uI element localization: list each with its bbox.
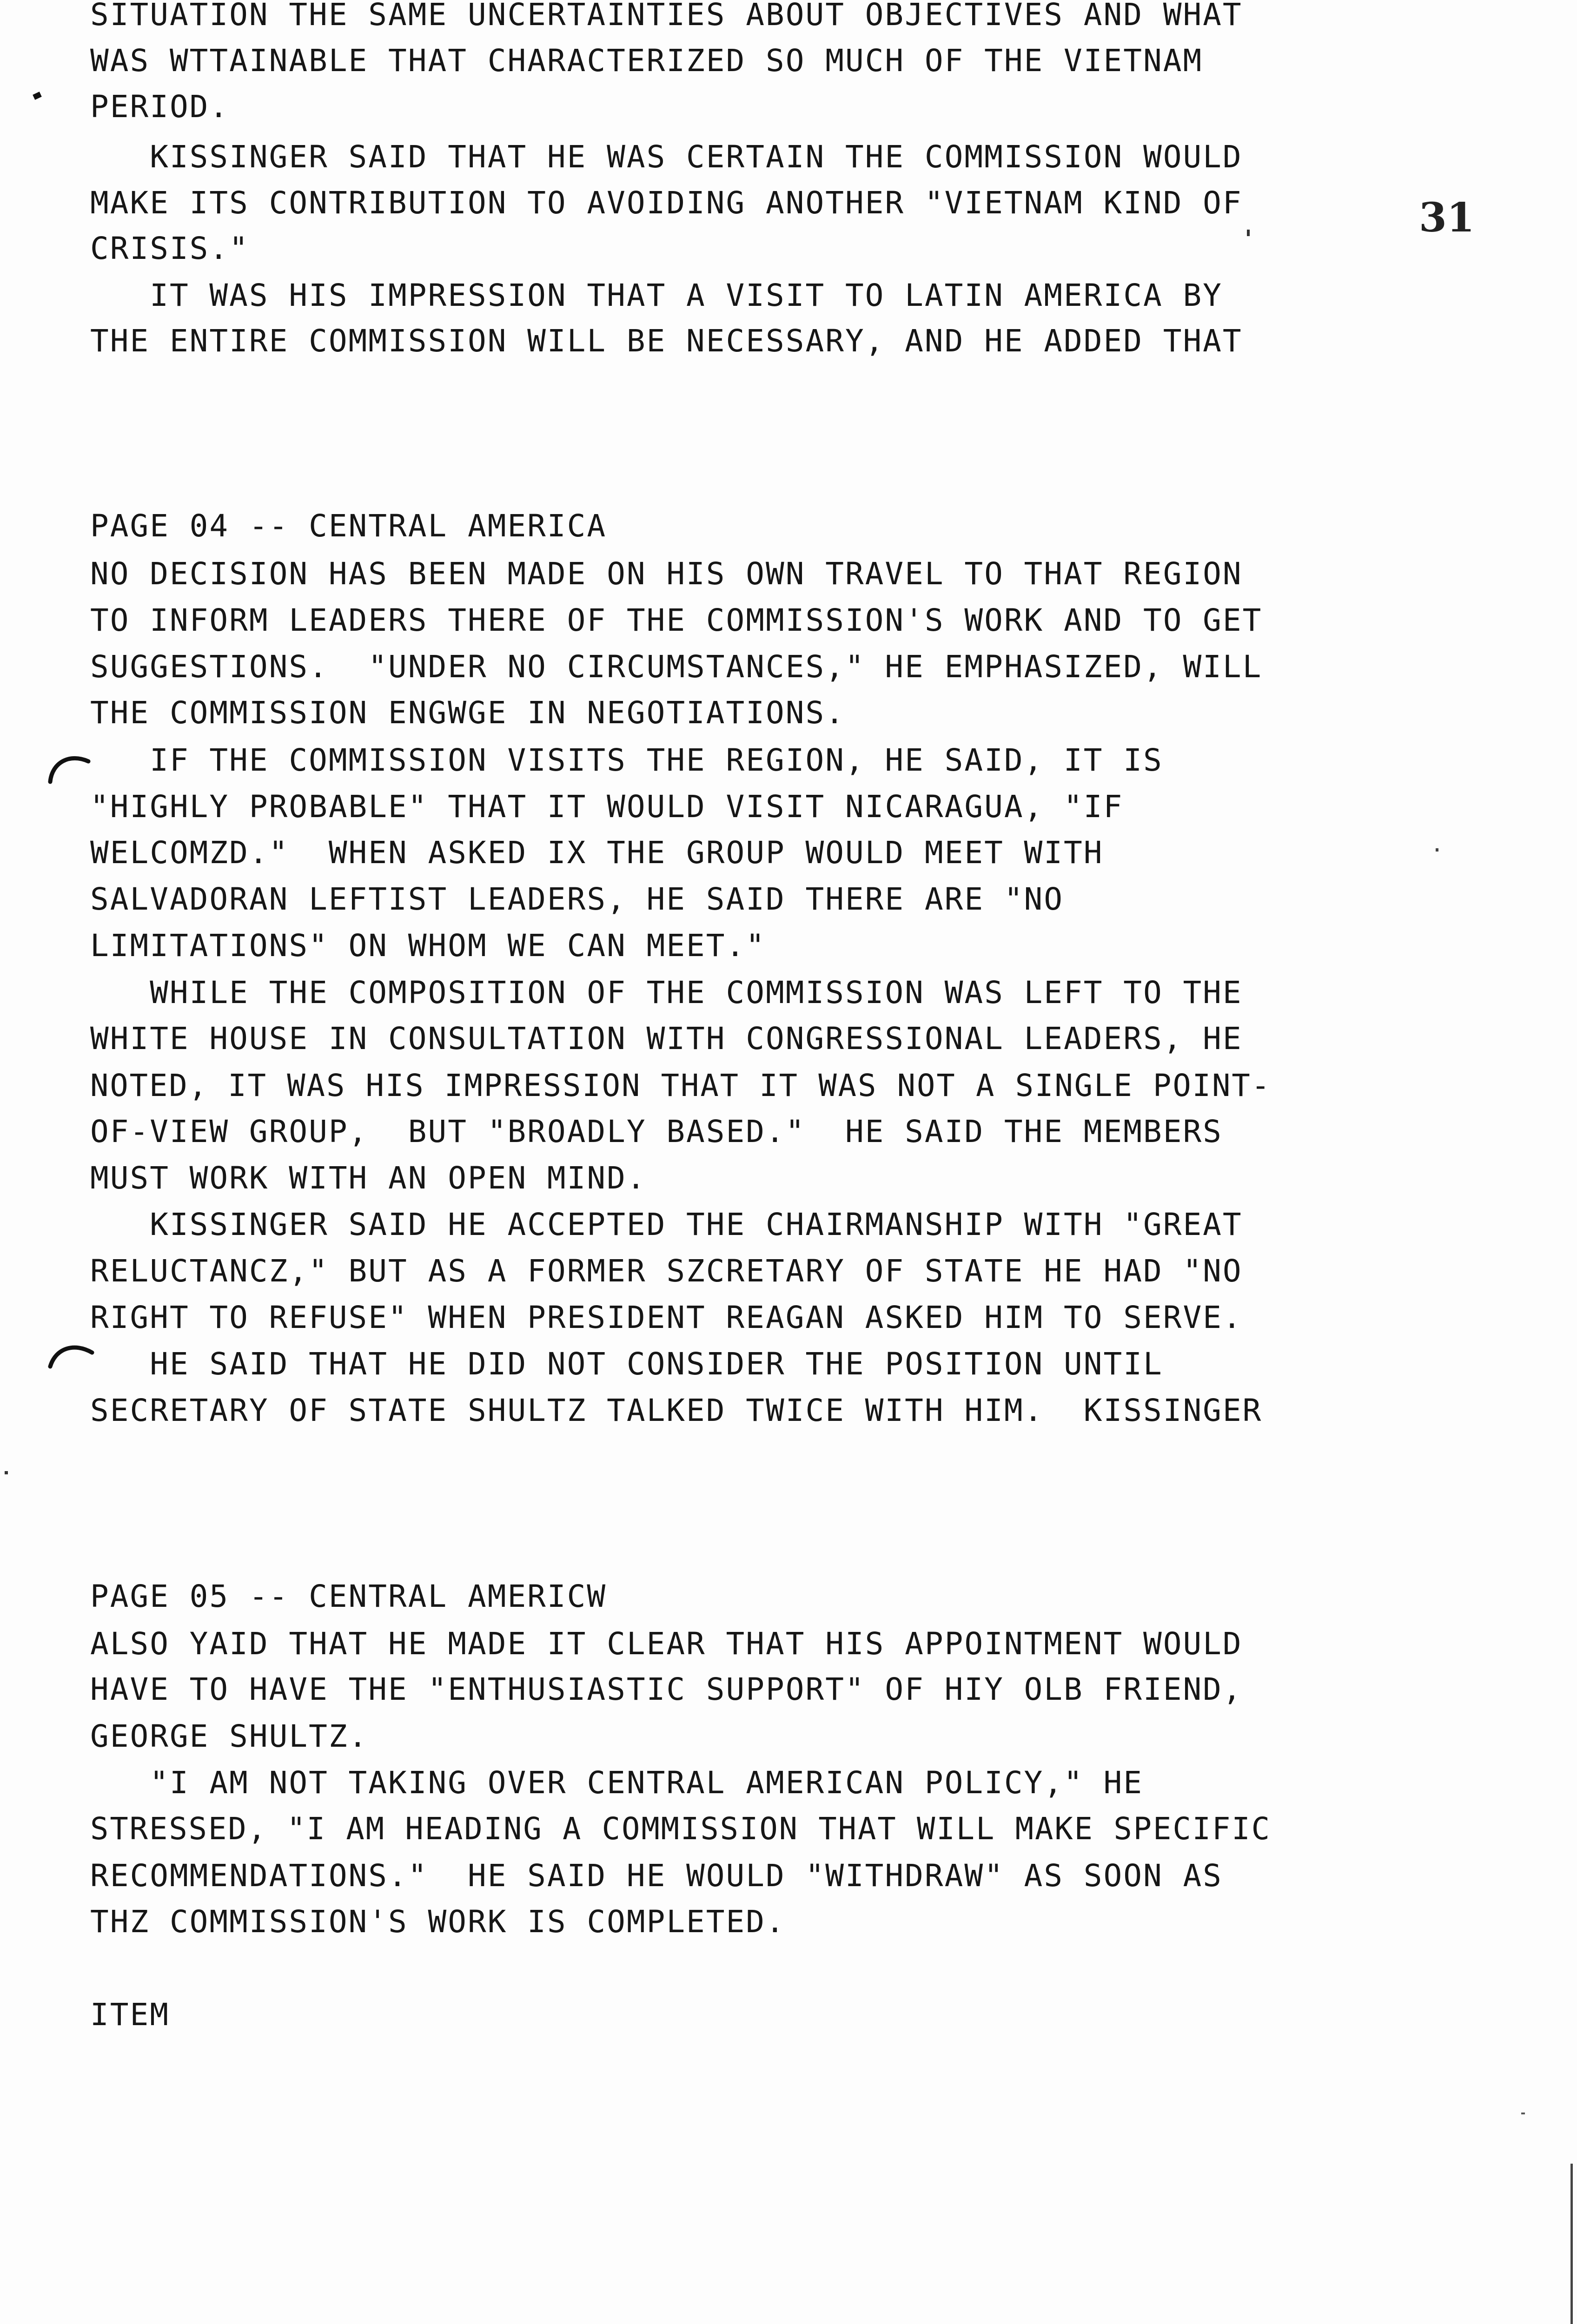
- text-line: KISSINGER SAID HE ACCEPTED THE CHAIRMANSHIP WITH "GREAT: [90, 1207, 1243, 1242]
- text-line: RIGHT TO REFUSE" WHEN PRESIDENT REAGAN ASKED HIM TO SERVE.: [90, 1300, 1243, 1335]
- text-line: ALSO YAID THAT HE MADE IT CLEAR THAT HIS APPOINTMENT WOULD: [90, 1626, 1243, 1662]
- text-line: "HIGHLY PROBABLE" THAT IT WOULD VISIT NICARAGUA, "IF: [90, 789, 1124, 825]
- text-line: RELUCTANCZ," BUT AS A FORMER SZCRETARY OF STATE HE HAD "NO: [90, 1253, 1243, 1289]
- text-line: WELCOMZD." WHEN ASKED IX THE GROUP WOULD MEET WITH: [90, 835, 1104, 871]
- text-line: GEORGE SHULTZ.: [90, 1718, 369, 1754]
- text-line: HAVE TO HAVE THE "ENTHUSIASTIC SUPPORT" OF HIY OLB FRIEND,: [90, 1671, 1243, 1707]
- text-line: CRISIS.": [90, 231, 249, 266]
- speck-mark: [1247, 230, 1250, 236]
- paragraph-arc-mark: [46, 748, 93, 786]
- text-line: STRESSED, "I AM HEADING A COMMISSION THAT WILL MAKE SPECIFIC: [90, 1811, 1272, 1847]
- text-line: PERIOD.: [90, 89, 230, 125]
- text-line: OF-VIEW GROUP, BUT "BROADLY BASED." HE SAID THE MEMBERS: [90, 1114, 1223, 1149]
- margin-mark: [1570, 2164, 1573, 2324]
- page-heading: PAGE 05 -- CENTRAL AMERICW: [90, 1578, 607, 1614]
- text-line: "I AM NOT TAKING OVER CENTRAL AMERICAN POLICY," HE: [90, 1765, 1143, 1801]
- text-line: NO DECISION HAS BEEN MADE ON HIS OWN TRAVEL TO THAT REGION: [90, 556, 1243, 592]
- text-line: KISSINGER SAID THAT HE WAS CERTAIN THE COMMISSION WOULD: [90, 139, 1243, 175]
- text-line: SALVADORAN LEFTIST LEADERS, HE SAID THERE ARE "NO: [90, 881, 1064, 917]
- text-line: MUST WORK WITH AN OPEN MIND.: [90, 1160, 647, 1196]
- speck-mark: [1436, 848, 1438, 852]
- text-line: IT WAS HIS IMPRESSION THAT A VISIT TO LATIN AMERICA BY: [90, 277, 1223, 313]
- text-line: WHILE THE COMPOSITION OF THE COMMISSION WAS LEFT TO THE: [90, 975, 1243, 1010]
- text-line: WHITE HOUSE IN CONSULTATION WITH CONGRESSIONAL LEADERS, HE: [90, 1021, 1243, 1056]
- text-line: SECRETARY OF STATE SHULTZ TALKED TWICE WITH HIM. KISSINGER: [90, 1393, 1263, 1428]
- text-line: THZ COMMISSION'S WORK IS COMPLETED.: [90, 1904, 786, 1940]
- text-line: RECOMMENDATIONS." HE SAID HE WOULD "WITHDRAW" AS SOON AS: [90, 1858, 1223, 1894]
- text-line: NOTED, IT WAS HIS IMPRESSION THAT IT WAS NOT A SINGLE POINT-: [90, 1068, 1272, 1103]
- text-line: IF THE COMMISSION VISITS THE REGION, HE SAID, IT IS: [90, 742, 1163, 778]
- text-line: TO INFORM LEADERS THERE OF THE COMMISSION'S WORK AND TO GET: [90, 602, 1263, 638]
- text-line: SITUATION THE SAME UNCERTAINTIES ABOUT OBJECTIVES AND WHAT: [90, 0, 1243, 33]
- text-line: MAKE ITS CONTRIBUTION TO AVOIDING ANOTHER "VIETNAM KIND OF: [90, 185, 1243, 221]
- text-line: ITEM: [90, 1997, 170, 2033]
- paragraph-arc-mark: [46, 1339, 98, 1371]
- text-line: SUGGESTIONS. "UNDER NO CIRCUMSTANCES," HE EMPHASIZED, WILL: [90, 649, 1263, 685]
- text-line: THE ENTIRE COMMISSION WILL BE NECESSARY, AND HE ADDED THAT: [90, 323, 1243, 359]
- text-line: THE COMMISSION ENGWGE IN NEGOTIATIONS.: [90, 695, 845, 731]
- text-line: WAS WTTAINABLE THAT CHARACTERIZED SO MUCH OF THE VIETNAM: [90, 43, 1203, 79]
- speck-mark: [5, 1471, 8, 1474]
- speck-mark: [1521, 2113, 1525, 2114]
- page-number: 31: [1419, 194, 1475, 241]
- speck-mark: [33, 92, 42, 100]
- page-heading: PAGE 04 -- CENTRAL AMERICA: [90, 508, 607, 544]
- text-line: LIMITATIONS" ON WHOM WE CAN MEET.": [90, 928, 766, 964]
- text-line: HE SAID THAT HE DID NOT CONSIDER THE POSITION UNTIL: [90, 1346, 1163, 1382]
